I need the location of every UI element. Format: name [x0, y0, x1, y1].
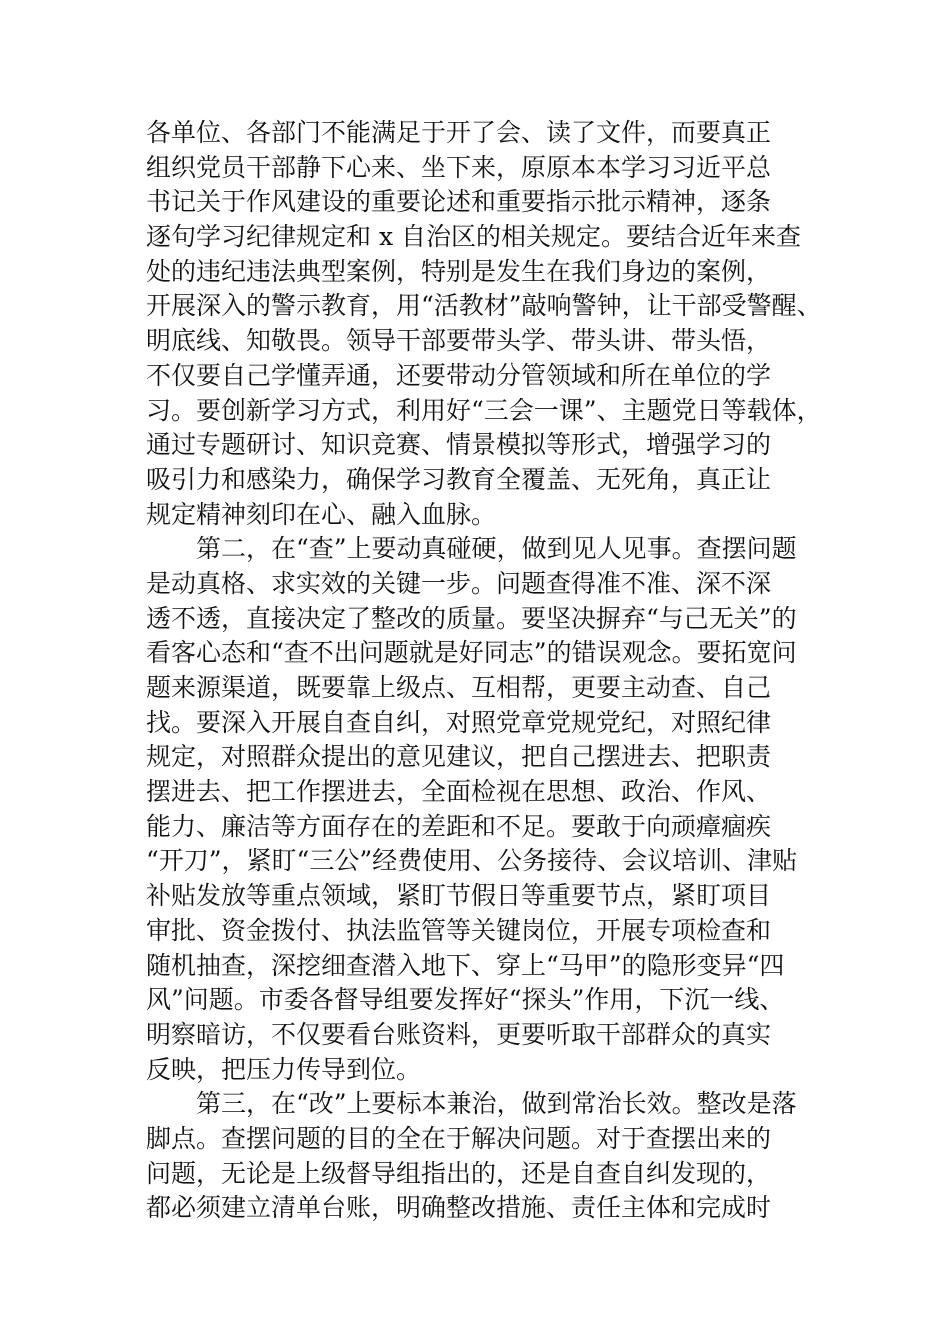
text-line: 反映，把压力传导到位。: [146, 1054, 422, 1084]
text-line: 风”问题。市委各督导组要发挥好“探头”作用，下沉一线、: [146, 985, 785, 1015]
text-line: 透不透，直接决定了整改的质量。要坚决摒弃“与己无关”的: [146, 603, 797, 633]
text-line: 规定精神刻印在心、融入血脉。: [146, 499, 497, 529]
text-line: 明底线、知敬畏。领导干部要带头学、带头讲、带头悟，: [146, 326, 772, 356]
text-line: “开刀”，紧盯“三公”经费使用、公务接待、会议培训、津贴: [146, 846, 798, 876]
text-line: 明察暗访，不仅要看台账资料，更要听取干部群众的真实: [146, 1019, 772, 1049]
text-line: 开展深入的警示教育，用“活教材”敲响警钟，让干部受警醒、: [146, 291, 822, 321]
text-line: 规定，对照群众提出的意见建议，把自己摆进去、把职责: [146, 742, 772, 772]
text-line: 看客心态和“查不出问题就是好同志”的错误观念。要拓宽问: [146, 638, 797, 668]
text-line: 习。要创新学习方式，利用好“三会一课”、主题党日等载体，: [146, 395, 822, 425]
text-line: 组织党员干部静下心来、坐下来，原原本本学习习近平总: [146, 152, 772, 182]
text-line: 是动真格、求实效的关键一步。问题查得准不准、深不深: [146, 568, 772, 598]
text-line: 通过专题研讨、知识竞赛、情景模拟等形式，增强学习的: [146, 430, 772, 460]
paragraph-start-line: 第二，在“查”上要动真碰硬，做到见人见事。查摆问题: [196, 534, 797, 564]
text-line: 各单位、各部门不能满足于开了会、读了文件，而要真正: [146, 118, 772, 147]
text-line: 脚点。查摆问题的目的全在于解决问题。对于查摆出来的: [146, 1123, 772, 1153]
text-line: 吸引力和感染力，确保学习教育全覆盖、无死角，真正让: [146, 464, 772, 494]
text-line: 摆进去、把工作摆进去，全面检视在思想、政治、作风、: [146, 777, 772, 807]
text-line: 问题，无论是上级督导组指出的，还是自查自纠发现的，: [146, 1158, 772, 1188]
body-text: [146, 116, 846, 1226]
text-line: 处的违纪违法典型案例，特别是发生在我们身边的案例，: [146, 256, 772, 286]
text-line: 书记关于作风建设的重要论述和重要指示批示精神，逐条: [146, 187, 772, 217]
text-line: 能力、廉洁等方面存在的差距和不足。要敢于向顽瘴痼疾: [146, 811, 772, 841]
text-line: 随机抽查，深挖细查潜入地下、穿上“马甲”的隐形变异“四: [146, 950, 785, 980]
paragraph-start-line: 第三，在“改”上要标本兼治，做到常治长效。整改是落: [196, 1089, 797, 1119]
text-line: 不仅要自己学懂弄通，还要带动分管领域和所在单位的学: [146, 360, 772, 390]
text-line: 题来源渠道，既要靠上级点、互相帮，更要主动查、自己: [146, 673, 772, 702]
text-line: 逐句学习纪律规定和 x 自治区的相关规定。要结合近年来查: [146, 222, 801, 252]
text-line: 补贴发放等重点领域，紧盯节假日等重要节点，紧盯项目: [146, 881, 772, 911]
text-line: 都必须建立清单台账，明确整改措施、责任主体和完成时: [146, 1193, 772, 1223]
text-line: 找。要深入开展自查自纠，对照党章党规党纪，对照纪律: [146, 707, 772, 737]
text-line: 审批、资金拨付、执法监管等关键岗位，开展专项检查和: [146, 915, 772, 945]
